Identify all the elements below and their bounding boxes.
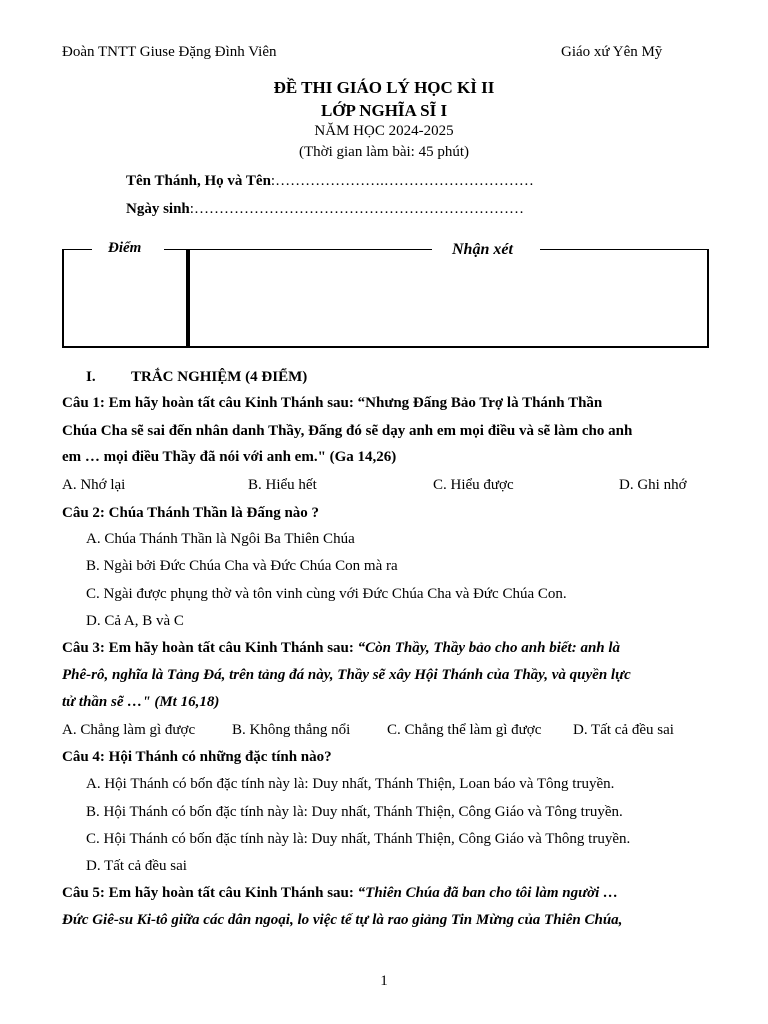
q4-option-c-letter: C. bbox=[86, 831, 100, 847]
q2-option-b bbox=[86, 558, 398, 575]
q4-option-d-text: Tất cả đều sai bbox=[104, 858, 187, 874]
q2-option-d-text: Cả A, B và C bbox=[104, 613, 184, 629]
q5-line-1 bbox=[62, 885, 618, 902]
q5-prefix: Câu 5: Em hãy hoàn tất câu Kinh Thánh sau: bbox=[62, 885, 358, 901]
comment-border-right bbox=[540, 249, 707, 250]
dob-line bbox=[126, 201, 524, 218]
comment-border-mid bbox=[314, 249, 432, 250]
q3-option-c: C. Chẳng thể làm gì được bbox=[387, 722, 542, 738]
q2-option-a-text: Chúa Thánh Thần là Ngôi Ba Thiên Chúa bbox=[104, 531, 355, 547]
q3-option-b: B. Không thắng nổi bbox=[232, 722, 351, 738]
q2-option-c bbox=[86, 586, 567, 603]
q3-option-a: A. Chẳng làm gì được bbox=[62, 722, 196, 738]
q2-option-b-text: Ngài bởi Đức Chúa Cha và Đức Chúa Con mà ra bbox=[103, 558, 398, 574]
q2-option-c-letter: C. bbox=[86, 586, 100, 602]
q5-line-2: Đức Giê-su Ki-tô giữa các dân ngoại, lo việc tế tự là rao giảng Tin Mừng của Thiên Chúa, bbox=[62, 912, 623, 928]
school-year: NĂM HỌC 2024-2025 bbox=[314, 123, 454, 139]
q2-option-d bbox=[86, 613, 184, 630]
section-number: I. bbox=[86, 369, 96, 385]
q4-option-a bbox=[86, 776, 614, 793]
q4-option-b-text: Hội Thánh có bốn đặc tính này là: Duy nhất, Thánh Thiện, Công Giáo và Tông truyền. bbox=[103, 804, 623, 820]
q1-option-a: A. Nhớ lại bbox=[62, 477, 126, 493]
score-label: Điểm bbox=[108, 240, 142, 256]
page-number: 1 bbox=[380, 973, 388, 989]
q4-option-b bbox=[86, 804, 623, 821]
q4-question: Câu 4: Hội Thánh có những đặc tính nào? bbox=[62, 749, 332, 765]
exam-duration: (Thời gian làm bài: 45 phút) bbox=[299, 144, 469, 160]
student-name-label: Tên Thánh, Họ và Tên bbox=[126, 173, 271, 189]
q1-line-1: Câu 1: Em hãy hoàn tất câu Kinh Thánh sau: “Nhưng Đấng Bảo Trợ là Thánh Thần bbox=[62, 395, 603, 411]
student-name-line bbox=[126, 173, 534, 190]
q3-line-1 bbox=[62, 640, 620, 657]
comment-border-left bbox=[164, 249, 314, 250]
q2-question: Câu 2: Chúa Thánh Thần là Đấng nào ? bbox=[62, 505, 320, 521]
q4-option-a-text: Hội Thánh có bốn đặc tính này là: Duy nhất, Thánh Thiện, Loan báo và Tông truyền. bbox=[104, 776, 615, 792]
q1-line-3: em … mọi điều Thầy đã nói với anh em." (Ga 14,26) bbox=[62, 449, 397, 465]
dob-blank: :………………………………………………………… bbox=[189, 201, 524, 217]
q2-option-a bbox=[86, 531, 355, 548]
q4-option-c-text: Hội Thánh có bốn đặc tính này là: Duy nhất, Thánh Thiện, Công Giáo và Thông truyền. bbox=[103, 831, 631, 847]
q3-line-3: tử thần sẽ …" (Mt 16,18) bbox=[62, 694, 220, 710]
section-title: TRẮC NGHIỆM (4 ĐIỂM) bbox=[131, 369, 308, 385]
q4-option-b-letter: B. bbox=[86, 804, 100, 820]
header-parish: Giáo xứ Yên Mỹ bbox=[561, 44, 663, 60]
q1-line-2: Chúa Cha sẽ sai đến nhân danh Thầy, Đấng đó sẽ dạy anh em mọi điều và sẽ làm cho anh bbox=[62, 423, 633, 439]
comment-box bbox=[186, 249, 709, 348]
dob-label: Ngày sinh bbox=[126, 201, 190, 217]
q2-option-b-letter: B. bbox=[86, 558, 100, 574]
q2-option-d-letter: D. bbox=[86, 613, 101, 629]
q1-option-b: B. Hiểu hết bbox=[248, 477, 317, 493]
q2-option-a-letter: A. bbox=[86, 531, 101, 547]
q4-option-d-letter: D. bbox=[86, 858, 101, 874]
q1-option-d: D. Ghi nhớ bbox=[619, 477, 687, 493]
score-box bbox=[62, 249, 190, 348]
exam-title: ĐỀ THI GIÁO LÝ HỌC KÌ II bbox=[273, 78, 495, 97]
q2-option-c-text: Ngài được phụng thờ và tôn vinh cùng với Đức Chúa Cha và Đức Chúa Con. bbox=[103, 586, 567, 602]
q1-option-c: C. Hiểu được bbox=[433, 477, 514, 493]
q5-quote-1: “Thiên Chúa đã ban cho tôi làm người … bbox=[357, 885, 619, 901]
q4-option-d bbox=[86, 858, 187, 875]
q3-quote-1: “Còn Thầy, Thầy bảo cho anh biết: anh là bbox=[357, 640, 621, 656]
class-title: LỚP NGHĨA SĨ I bbox=[320, 101, 448, 120]
q3-line-2: Phê-rô, nghĩa là Tảng Đá, trên tảng đá này, Thầy sẽ xây Hội Thánh của Thầy, và quyền lực bbox=[62, 667, 631, 683]
student-name-blank: :………………….………………………… bbox=[270, 173, 534, 189]
header-organization: Đoàn TNTT Giuse Đặng Đình Viên bbox=[62, 44, 277, 60]
q3-option-d: D. Tất cả đều sai bbox=[573, 722, 674, 738]
q4-option-a-letter: A. bbox=[86, 776, 101, 792]
q3-prefix: Câu 3: Em hãy hoàn tất câu Kinh Thánh sau: bbox=[62, 640, 358, 656]
comment-label: Nhận xét bbox=[452, 241, 513, 258]
q4-option-c bbox=[86, 831, 630, 848]
score-border-left bbox=[62, 249, 92, 250]
